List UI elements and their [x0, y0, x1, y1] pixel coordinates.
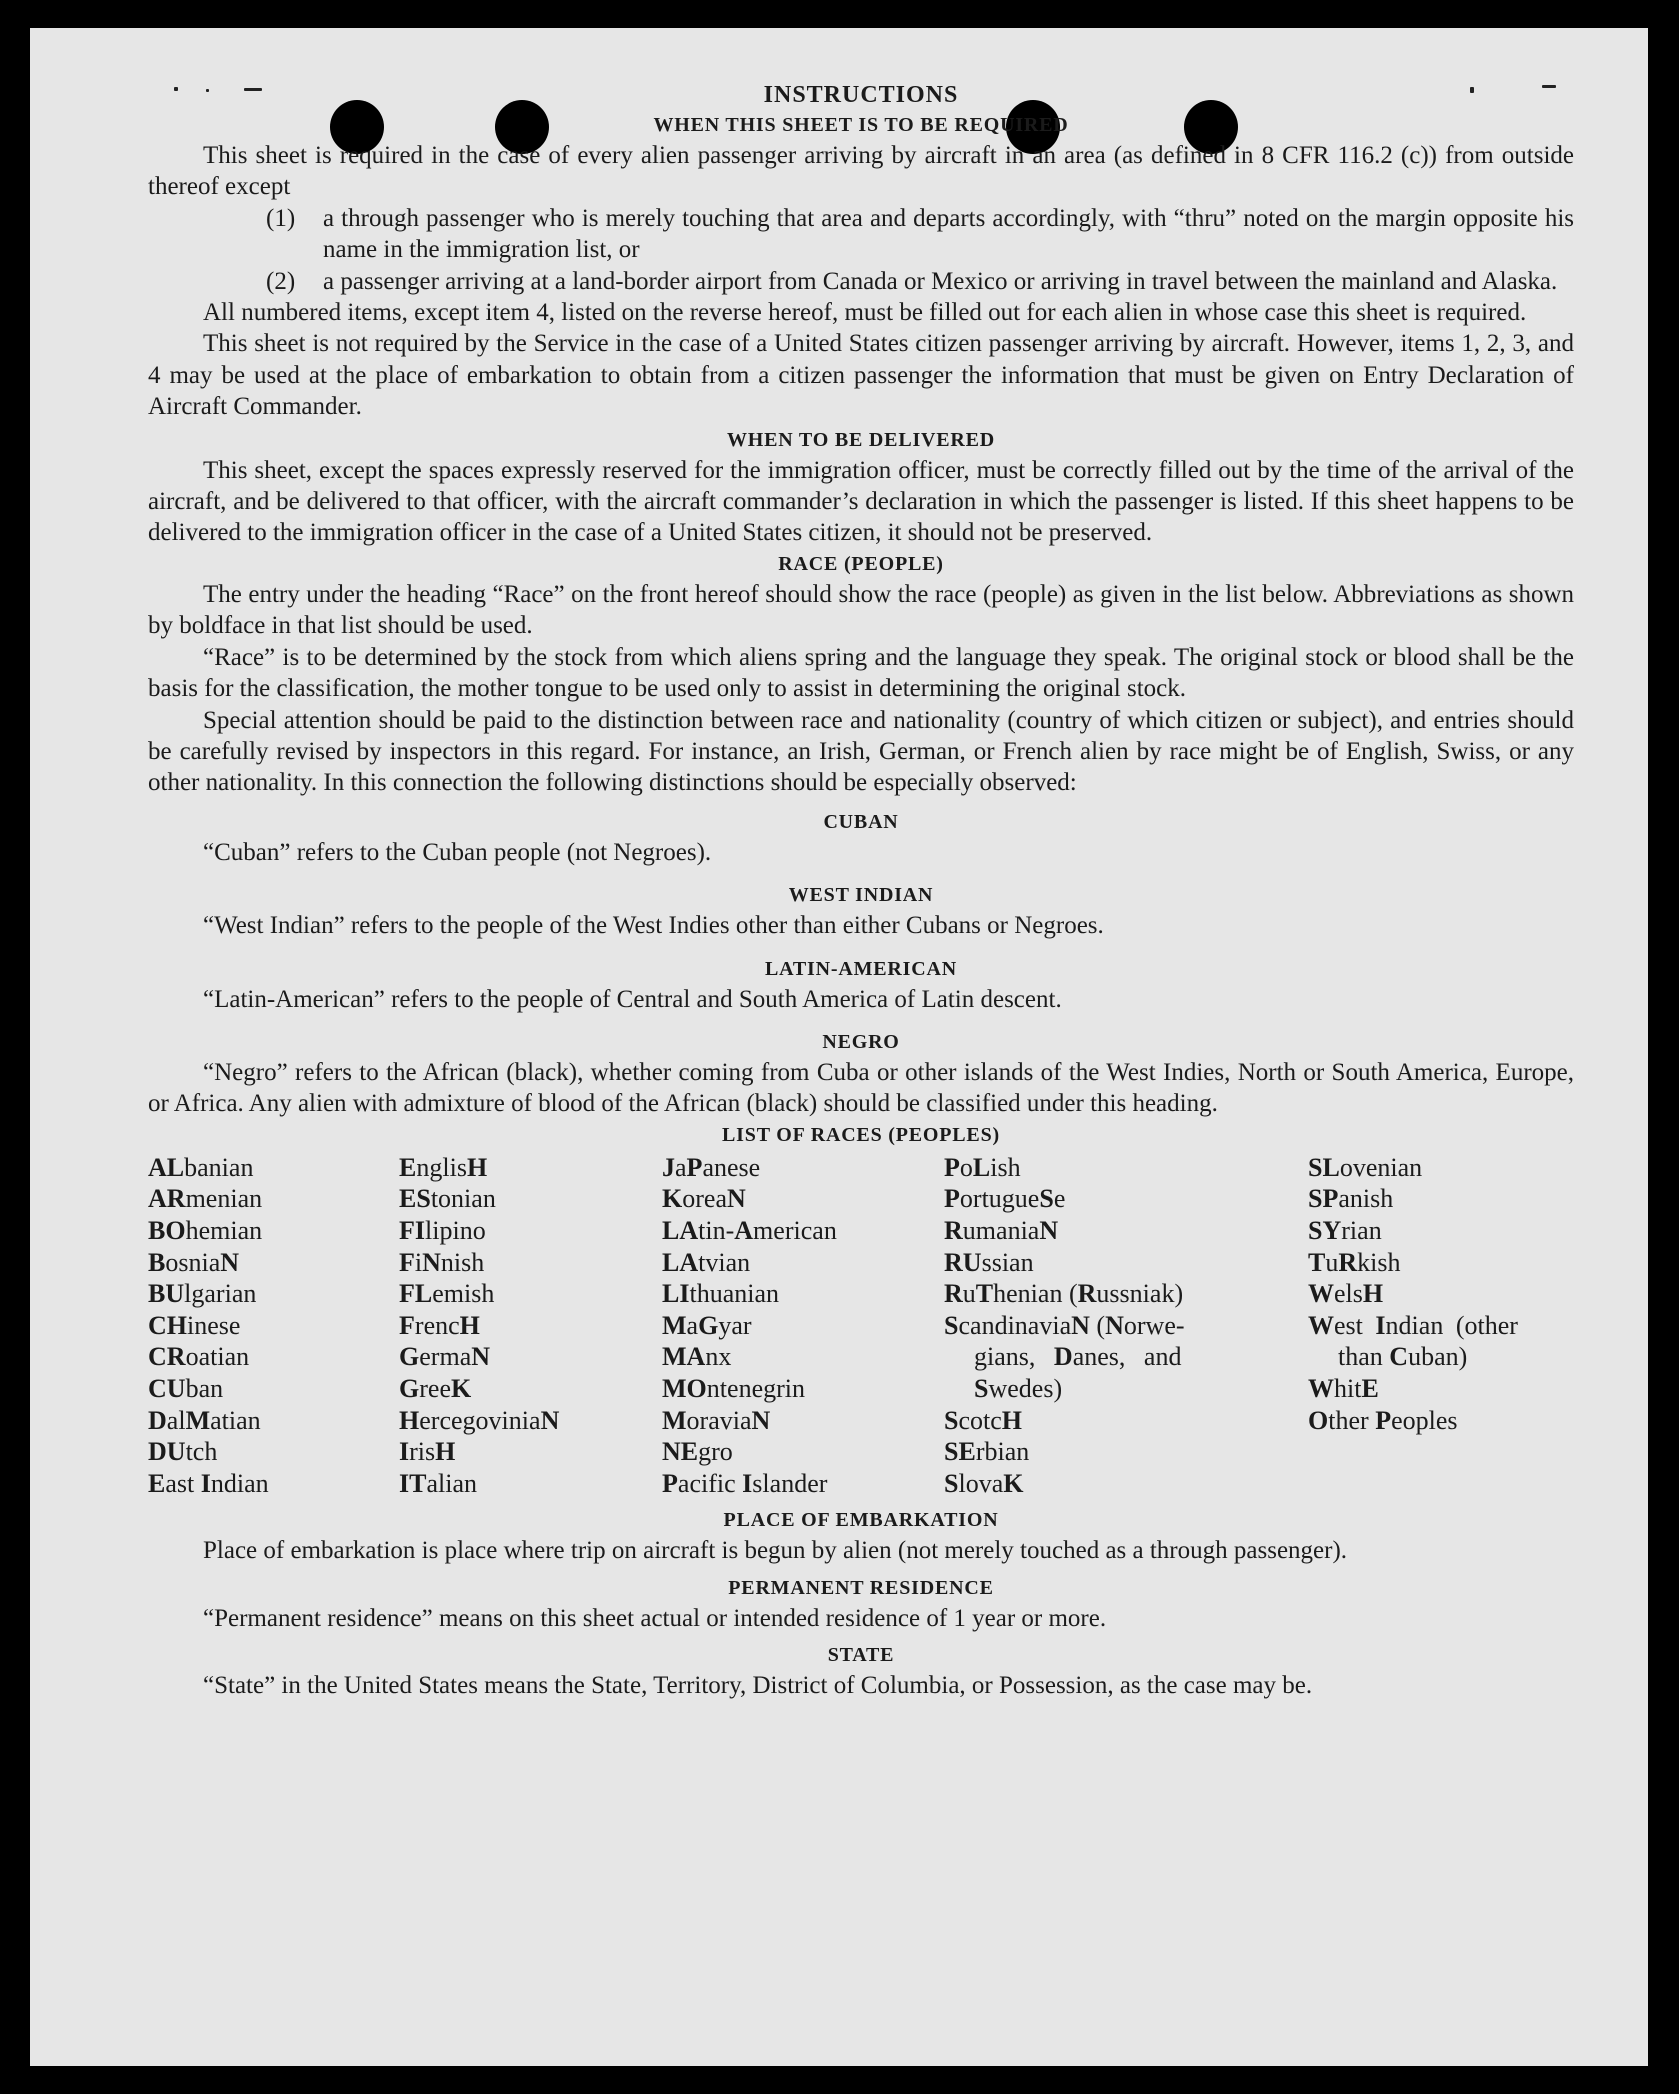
race-item: gians, Danes, and	[974, 1342, 1182, 1372]
race-item: BosniaN	[148, 1247, 240, 1277]
races-list	[148, 1152, 1574, 1500]
section-heading: WHEN TO BE DELIVERED	[726, 428, 996, 451]
races-column	[399, 1152, 662, 1500]
list-item	[266, 266, 1574, 297]
race-item: LAtvian	[662, 1247, 751, 1277]
paragraph: Special attention should be paid to the distinction between race and nationality (country of which citizen or subject), and entries should be carefully revised by inspectors in this regard. For instance, an Irish, German, or French alien by race might be of English, Swiss, or any other nationality. In this connection the following distinctions should be especially observed:	[148, 706, 1574, 797]
item-number: (1)	[266, 204, 296, 232]
race-item: TuRkish	[1308, 1247, 1401, 1277]
race-item: RumaniaN	[944, 1215, 1059, 1245]
races-column	[148, 1152, 399, 1500]
section-heading: WHEN THIS SHEET IS TO BE REQUIRED	[653, 114, 1069, 136]
paragraph: This sheet, except the spaces expressly reserved for the immigration officer, must be correctly filled out by the time of the arrival of the aircraft, and be delivered to that officer, with the aircraft commander’s declaration in which the passenger is listed. If this sheet happens to be delivered to the immigration officer in the case of a United States citizen, it should not be preserved.	[148, 456, 1574, 547]
race-item: EnglisH	[399, 1152, 488, 1182]
paragraph: “Race” is to be determined by the stock from which aliens spring and the language they speak. The original stock or blood shall be the basis for the classification, the mother tongue to be used only to assist in determining the original stock.	[148, 643, 1574, 703]
race-item: ARmenian	[148, 1184, 263, 1214]
race-item: WelsH	[1308, 1279, 1384, 1309]
paragraph: “West Indian” refers to the people of the West Indies other than either Cubans or Negroes.	[203, 912, 1104, 940]
race-item: KoreaN	[662, 1184, 746, 1214]
race-item: BOhemian	[148, 1215, 263, 1245]
race-item: SLovenian	[1308, 1152, 1423, 1182]
race-item: PortugueSe	[944, 1184, 1066, 1214]
section-heading: PLACE OF EMBARKATION	[723, 1509, 999, 1532]
race-item: FIlipino	[399, 1215, 486, 1245]
race-item: ALbanian	[148, 1152, 254, 1182]
race-item: IrisH	[399, 1437, 456, 1467]
race-item: RuThenian (Russniak)	[944, 1279, 1184, 1309]
paragraph: “Negro” refers to the African (black), whether coming from Cuba or other islands of the West Indies, North or South America, Europe, or Africa. Any alien with admixture of blood of the African (black) should be classified under this heading.	[148, 1058, 1574, 1118]
paragraph: “Latin-American” refers to the people of Central and South America of Latin descent.	[203, 985, 1062, 1013]
list-item	[266, 203, 1574, 266]
race-item: Swedes)	[974, 1373, 1063, 1403]
race-item: West Indian (other	[1308, 1310, 1518, 1340]
section-heading: LATIN-AMERICAN	[765, 957, 957, 980]
race-item: SYrian	[1308, 1215, 1382, 1245]
race-item: MaGyar	[662, 1310, 752, 1340]
race-item: FrencH	[399, 1310, 480, 1340]
paragraph: The entry under the heading “Race” on the front hereof should show the race (people) as given in the list below. Abbreviations as shown by boldface in that list should be used.	[148, 580, 1574, 640]
race-item: SlovaK	[944, 1468, 1024, 1498]
race-item: ScotcH	[944, 1405, 1023, 1435]
race-item: HercegoviniaN	[399, 1405, 560, 1435]
race-item: ScandinaviaN (Norwe-	[944, 1310, 1185, 1340]
race-item: FiNnish	[399, 1247, 485, 1277]
race-item: FLemish	[399, 1279, 495, 1309]
race-item: DUtch	[148, 1437, 218, 1467]
race-item: MAnx	[662, 1342, 732, 1372]
race-item: MoraviaN	[662, 1405, 771, 1435]
race-item: Pacific Islander	[662, 1468, 828, 1498]
race-item: WhitE	[1308, 1373, 1379, 1403]
instructions-content	[148, 80, 1574, 1702]
item-number: (2)	[266, 267, 296, 295]
section-heading: NEGRO	[822, 1030, 900, 1053]
item-text: a passenger arriving at a land-border airport from Canada or Mexico or arriving in travel between the mainland and Alaska.	[323, 267, 1558, 295]
race-item: ITalian	[399, 1468, 478, 1498]
section-heading: STATE	[827, 1644, 895, 1667]
race-item: BUlgarian	[148, 1279, 257, 1309]
paragraph: “Permanent residence” means on this sheet actual or intended residence of 1 year or more.	[203, 1604, 1107, 1632]
race-item: than Cuban)	[1338, 1342, 1468, 1372]
race-item: RUssian	[944, 1247, 1034, 1277]
race-item: NEgro	[662, 1437, 733, 1467]
race-item: SErbian	[944, 1437, 1030, 1467]
race-item: GreeK	[399, 1373, 472, 1403]
paragraph: Place of embarkation is place where trip on aircraft is begun by alien (not merely touched as a through passenger).	[203, 1537, 1348, 1565]
race-item: MOntenegrin	[662, 1373, 806, 1403]
race-item: CUban	[148, 1373, 224, 1403]
exceptions-list	[266, 203, 1574, 297]
races-column	[1308, 1152, 1574, 1500]
races-column	[662, 1152, 944, 1500]
race-item: PoLish	[944, 1152, 1021, 1182]
race-item: East Indian	[148, 1468, 269, 1498]
race-item: CHinese	[148, 1310, 241, 1340]
race-item: LAtin-American	[662, 1215, 837, 1245]
race-item: JaPanese	[662, 1152, 761, 1182]
race-item: EStonian	[399, 1184, 496, 1214]
races-column	[944, 1152, 1234, 1500]
item-text: a through passenger who is merely touching that area and departs accordingly, with “thru” noted on the margin opposite his name in the immigration list, or	[323, 204, 1574, 264]
paragraph: “Cuban” refers to the Cuban people (not Negroes).	[203, 838, 712, 866]
paragraph: This sheet is not required by the Service in the case of a United States citizen passenger arriving by aircraft. However, items 1, 2, 3, and 4 may be used at the place of embarkation to obtain from a citizen passenger the information that must be given on Entry Declaration of Aircraft Commander.	[148, 330, 1574, 421]
section-heading: WEST INDIAN	[788, 884, 934, 907]
paragraph: “State” in the United States means the State, Territory, District of Columbia, or Possession, as the case may be.	[203, 1672, 1313, 1700]
page-title: INSTRUCTIONS	[763, 82, 959, 108]
race-item: CRoatian	[148, 1342, 250, 1372]
section-heading: RACE (PEOPLE)	[778, 552, 944, 575]
section-heading: LIST OF RACES (PEOPLES)	[722, 1123, 1000, 1146]
race-item: GermaN	[399, 1342, 491, 1372]
race-item: LIthuanian	[662, 1279, 780, 1309]
paragraph: All numbered items, except item 4, listed on the reverse hereof, must be filled out for each alien in whose case this sheet is required.	[203, 299, 1527, 327]
paragraph: This sheet is required in the case of every alien passenger arriving by aircraft in an area (as defined in 8 CFR 116.2 (c)) from outside thereof except	[148, 142, 1574, 201]
section-heading: PERMANENT RESIDENCE	[728, 1576, 994, 1599]
section-heading: CUBAN	[823, 810, 899, 833]
race-item: Other Peoples	[1308, 1405, 1458, 1435]
race-item: DalMatian	[148, 1405, 261, 1435]
race-item: SPanish	[1308, 1184, 1394, 1214]
